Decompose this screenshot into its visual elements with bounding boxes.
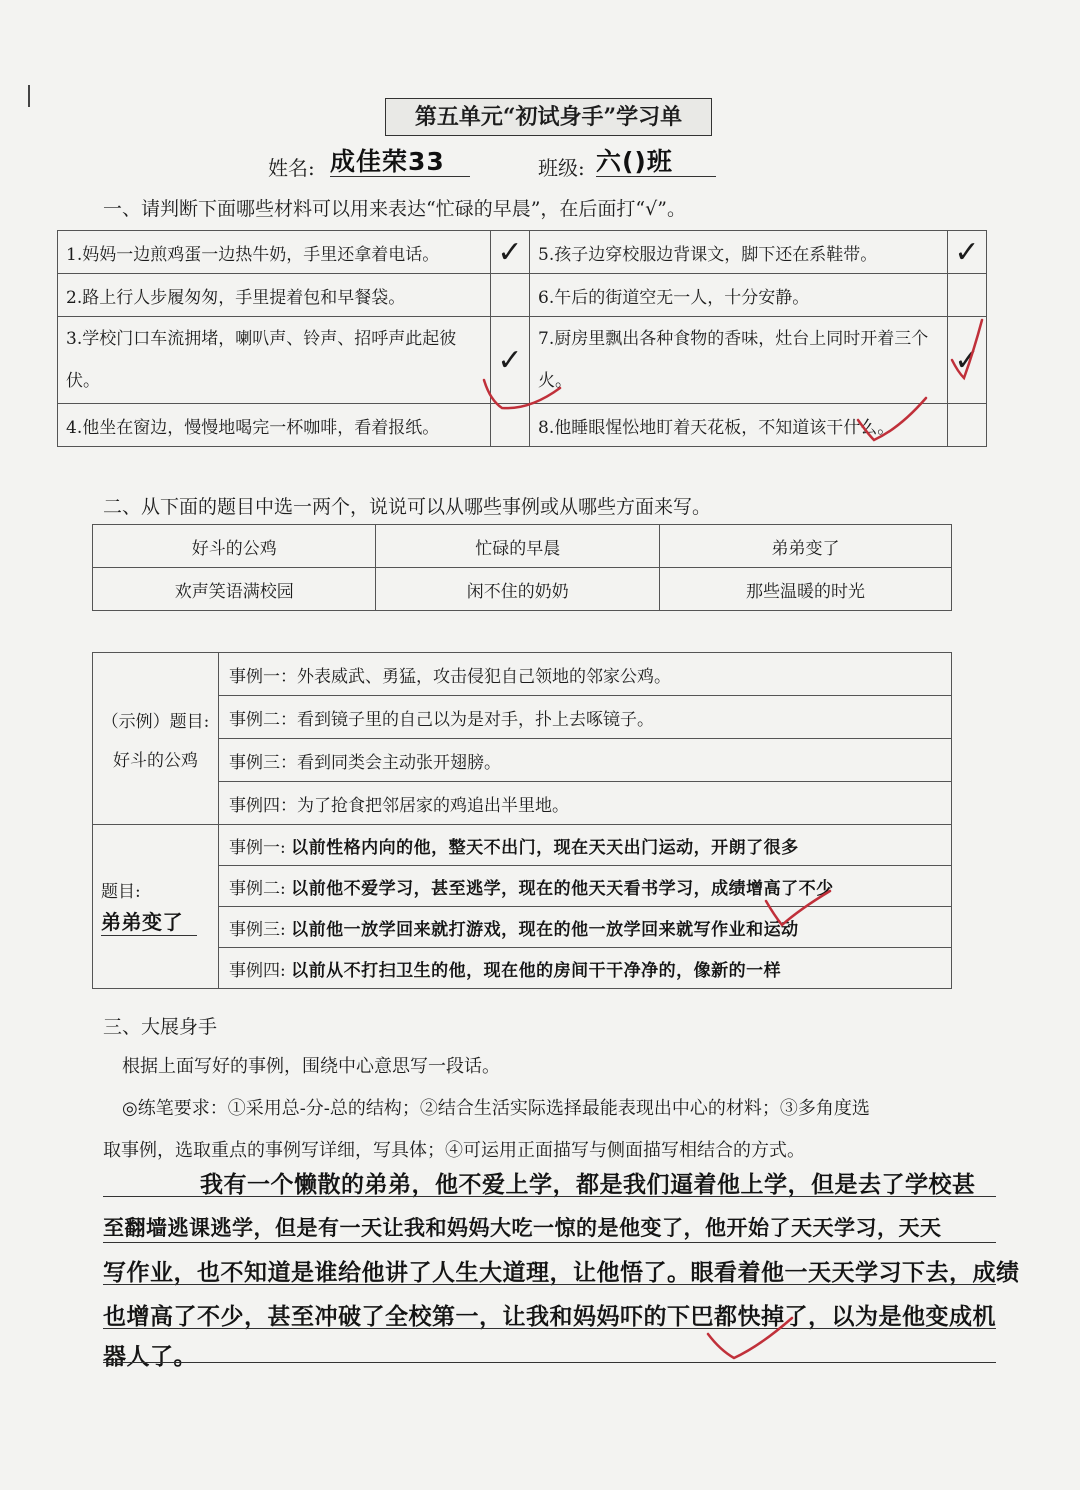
sample-topic-label: （示例）题目: xyxy=(101,711,210,732)
sample-topic: 好斗的公鸡 xyxy=(113,750,198,771)
red-check-mark xyxy=(858,398,926,440)
table-row xyxy=(93,653,952,696)
topic-cell: 弟弟变了 xyxy=(659,525,951,568)
essay-line: 写作业，也不知道是谁给他讲了人生大道理，让他悟了。眼看着他一天天学习下去，成绩 xyxy=(103,1260,1020,1286)
example-row xyxy=(219,948,952,989)
sample-example: 事例一：外表威武、勇猛，攻击侵犯自己领地的邻家公鸡。 xyxy=(219,653,952,696)
table-row xyxy=(93,568,952,611)
example-text: 以前从不打扫卫生的他，现在他的房间干干净净的，像新的一样 xyxy=(291,960,782,981)
example-row xyxy=(219,907,952,948)
ruled-line xyxy=(103,1328,996,1329)
topic-label: 题目: xyxy=(101,882,141,902)
topic-cell: 好斗的公鸡 xyxy=(93,525,376,568)
example-label: 事例一: xyxy=(229,837,286,858)
teacher-red-mark xyxy=(760,885,840,945)
topic-cell: 欢声笑语满校园 xyxy=(93,568,376,611)
section2-heading: 二、从下面的题目中选一两个，说说可以从哪些事例或从哪些方面来写。 xyxy=(103,496,712,518)
topic-cell xyxy=(93,825,219,989)
material-cell: 7.厨房里飘出各种食物的香味，灶台上同时开着三个火。 xyxy=(530,317,948,404)
essay-line: 至翻墙逃课逃学，但是有一天让我和妈妈大吃一惊的是他变了，他开始了天天学习，天天 xyxy=(103,1216,942,1240)
page-title: 第五单元“初试身手”学习单 xyxy=(385,98,712,136)
material-cell: 1.妈妈一边煎鸡蛋一边热牛奶，手里还拿着电话。 xyxy=(58,231,491,274)
table-row xyxy=(93,782,952,825)
margin-mark xyxy=(28,85,30,107)
material-cell: 2.路上行人步履匆匆，手里提着包和早餐袋。 xyxy=(58,274,491,317)
material-cell: 3.学校门口车流拥堵，喇叭声、铃声、招呼声此起彼伏。 xyxy=(58,317,491,404)
sample-example: 事例二：看到镜子里的自己以为是对手，扑上去啄镜子。 xyxy=(219,696,952,739)
teacher-red-mark xyxy=(700,1310,800,1370)
table-row xyxy=(93,739,952,782)
check-mark: ✓ xyxy=(490,317,529,404)
topic-cell: 忙碌的早晨 xyxy=(376,525,659,568)
essay-line: 我有一个懒散的弟弟，他不爱上学，都是我们逼着他上学，但是去了学校甚 xyxy=(200,1172,976,1198)
section3-instruction: 根据上面写好的事例，围绕中心意思写一段话。 xyxy=(122,1056,500,1077)
example-text: 以前性格内向的他，整天不出门，现在天天出门运动，开朗了很多 xyxy=(291,837,799,858)
name-value: 成佳荣33 xyxy=(330,142,470,177)
example-row xyxy=(219,866,952,907)
teacher-red-marks xyxy=(470,300,990,460)
essay-line: 器人了。 xyxy=(103,1344,197,1370)
essay-line: 也增高了不少，甚至冲破了全校第一，让我和妈妈吓的下巴都快掉了，以为是他变成机 xyxy=(103,1304,996,1330)
class-label: 班级: xyxy=(538,156,585,180)
table-row xyxy=(93,696,952,739)
check-mark: ✓ xyxy=(947,231,986,274)
red-check-mark xyxy=(484,380,560,408)
example-label: 事例二: xyxy=(229,878,286,899)
material-cell: 8.他睡眼惺忪地盯着天花板，不知道该干什么。 xyxy=(530,404,948,447)
ruled-line xyxy=(103,1284,996,1285)
table-row xyxy=(93,825,952,866)
material-cell: 5.孩子边穿校服边背课文，脚下还在系鞋带。 xyxy=(530,231,948,274)
red-check-mark xyxy=(952,320,982,378)
ruled-line xyxy=(103,1196,996,1197)
check-mark: ✓ xyxy=(947,317,986,404)
example-row xyxy=(219,825,952,866)
example-label: 事例四: xyxy=(229,960,286,981)
sample-example: 事例三：看到同类会主动张开翅膀。 xyxy=(219,739,952,782)
table-row xyxy=(93,948,952,989)
material-cell: 6.午后的街道空无一人，十分安静。 xyxy=(530,274,948,317)
example-label: 事例三: xyxy=(229,919,286,940)
check-mark: ✓ xyxy=(490,231,529,274)
class-value: 六()班 xyxy=(596,142,716,177)
requirements-line-1: ◎练笔要求：①采用总-分-总的结构；②结合生活实际选择最能表现出中心的材料；③多角度选 xyxy=(122,1098,870,1119)
sample-example: 事例四：为了抢食把邻居家的鸡追出半里地。 xyxy=(219,782,952,825)
requirements-line-2: 取事例，选取重点的事例写详细，写具体；④可运用正面描写与侧面描写相结合的方式。 xyxy=(103,1140,805,1161)
section3-heading: 三、大展身手 xyxy=(103,1016,218,1038)
ruled-line xyxy=(103,1242,996,1243)
table-row xyxy=(93,525,952,568)
table-row xyxy=(58,231,987,274)
section1-heading: 一、请判断下面哪些材料可以用来表达“忙碌的早晨”，在后面打“√”。 xyxy=(103,198,686,220)
topic-cell: 那些温暖的时光 xyxy=(659,568,951,611)
example-text: 以前他一放学回来就打游戏，现在的他一放学回来就写作业和运动 xyxy=(291,919,799,940)
sample-topic-cell xyxy=(93,653,219,825)
material-cell: 4.他坐在窗边，慢慢地喝完一杯咖啡，看着报纸。 xyxy=(58,404,491,447)
topic-cell: 闲不住的奶奶 xyxy=(376,568,659,611)
ruled-line xyxy=(103,1362,996,1363)
topic-value: 弟弟变了 xyxy=(101,906,197,936)
name-label: 姓名: xyxy=(268,156,315,180)
example-text: 以前他不爱学习，甚至逃学，现在的他天天看书学习，成绩增高了不少 xyxy=(291,878,834,899)
topics-table xyxy=(92,524,952,611)
